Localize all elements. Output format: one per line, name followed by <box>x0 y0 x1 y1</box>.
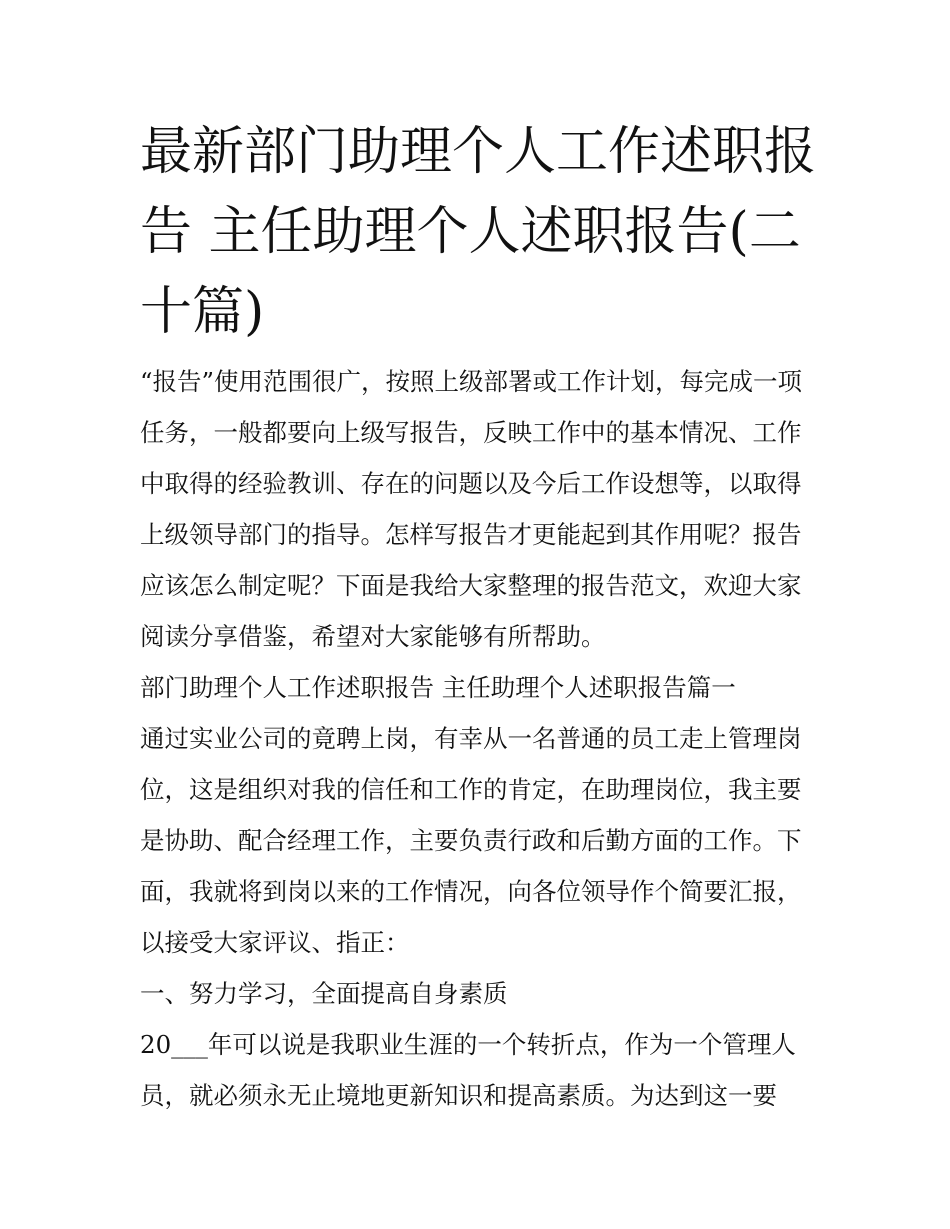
body-line: 位，这是组织对我的信任和工作的肯定，在助理岗位，我主要 <box>140 775 802 804</box>
body-line: 面，我就将到岗以来的工作情况，向各位领导作个简要汇报， <box>140 877 802 906</box>
title-line: 告 主任助理个人述职报告(二 <box>140 202 801 262</box>
body-line: 是协助、配合经理工作，主要负责行政和后勤方面的工作。下 <box>140 826 802 855</box>
body-line: 上级领导部门的指导。怎样写报告才更能起到其作用呢？报告 <box>140 520 802 549</box>
title-line: 最新部门助理个人工作述职报 <box>140 122 817 182</box>
title-line: 十篇) <box>140 282 265 342</box>
document-body <box>140 356 820 1121</box>
body-line: 阅读分享借鉴，希望对大家能够有所帮助。 <box>140 622 606 651</box>
body-line: “报告”使用范围很广，按照上级部署或工作计划，每完成一项 <box>140 367 803 396</box>
body-line: 以接受大家评议、指正： <box>140 928 410 957</box>
document-title <box>140 112 817 352</box>
body-line: 中取得的经验教训、存在的问题以及今后工作设想等，以取得 <box>140 469 802 498</box>
subsection-heading: 一、努力学习，全面提高自身素质 <box>140 979 508 1008</box>
body-line: 通过实业公司的竟聘上岗，有幸从一名普通的员工走上管理岗 <box>140 724 802 753</box>
body-line: 员，就必须永无止境地更新知识和提高素质。为达到这一要 <box>140 1081 777 1110</box>
body-line: 应该怎么制定呢？下面是我给大家整理的报告范文，欢迎大家 <box>140 571 802 600</box>
section-heading: 部门助理个人工作述职报告 主任助理个人述职报告篇一 <box>140 673 736 702</box>
body-line: 任务，一般都要向上级写报告，反映工作中的基本情况、工作 <box>140 418 802 447</box>
body-line: 20___年可以说是我职业生涯的一个转折点，作为一个管理人 <box>140 1030 796 1059</box>
